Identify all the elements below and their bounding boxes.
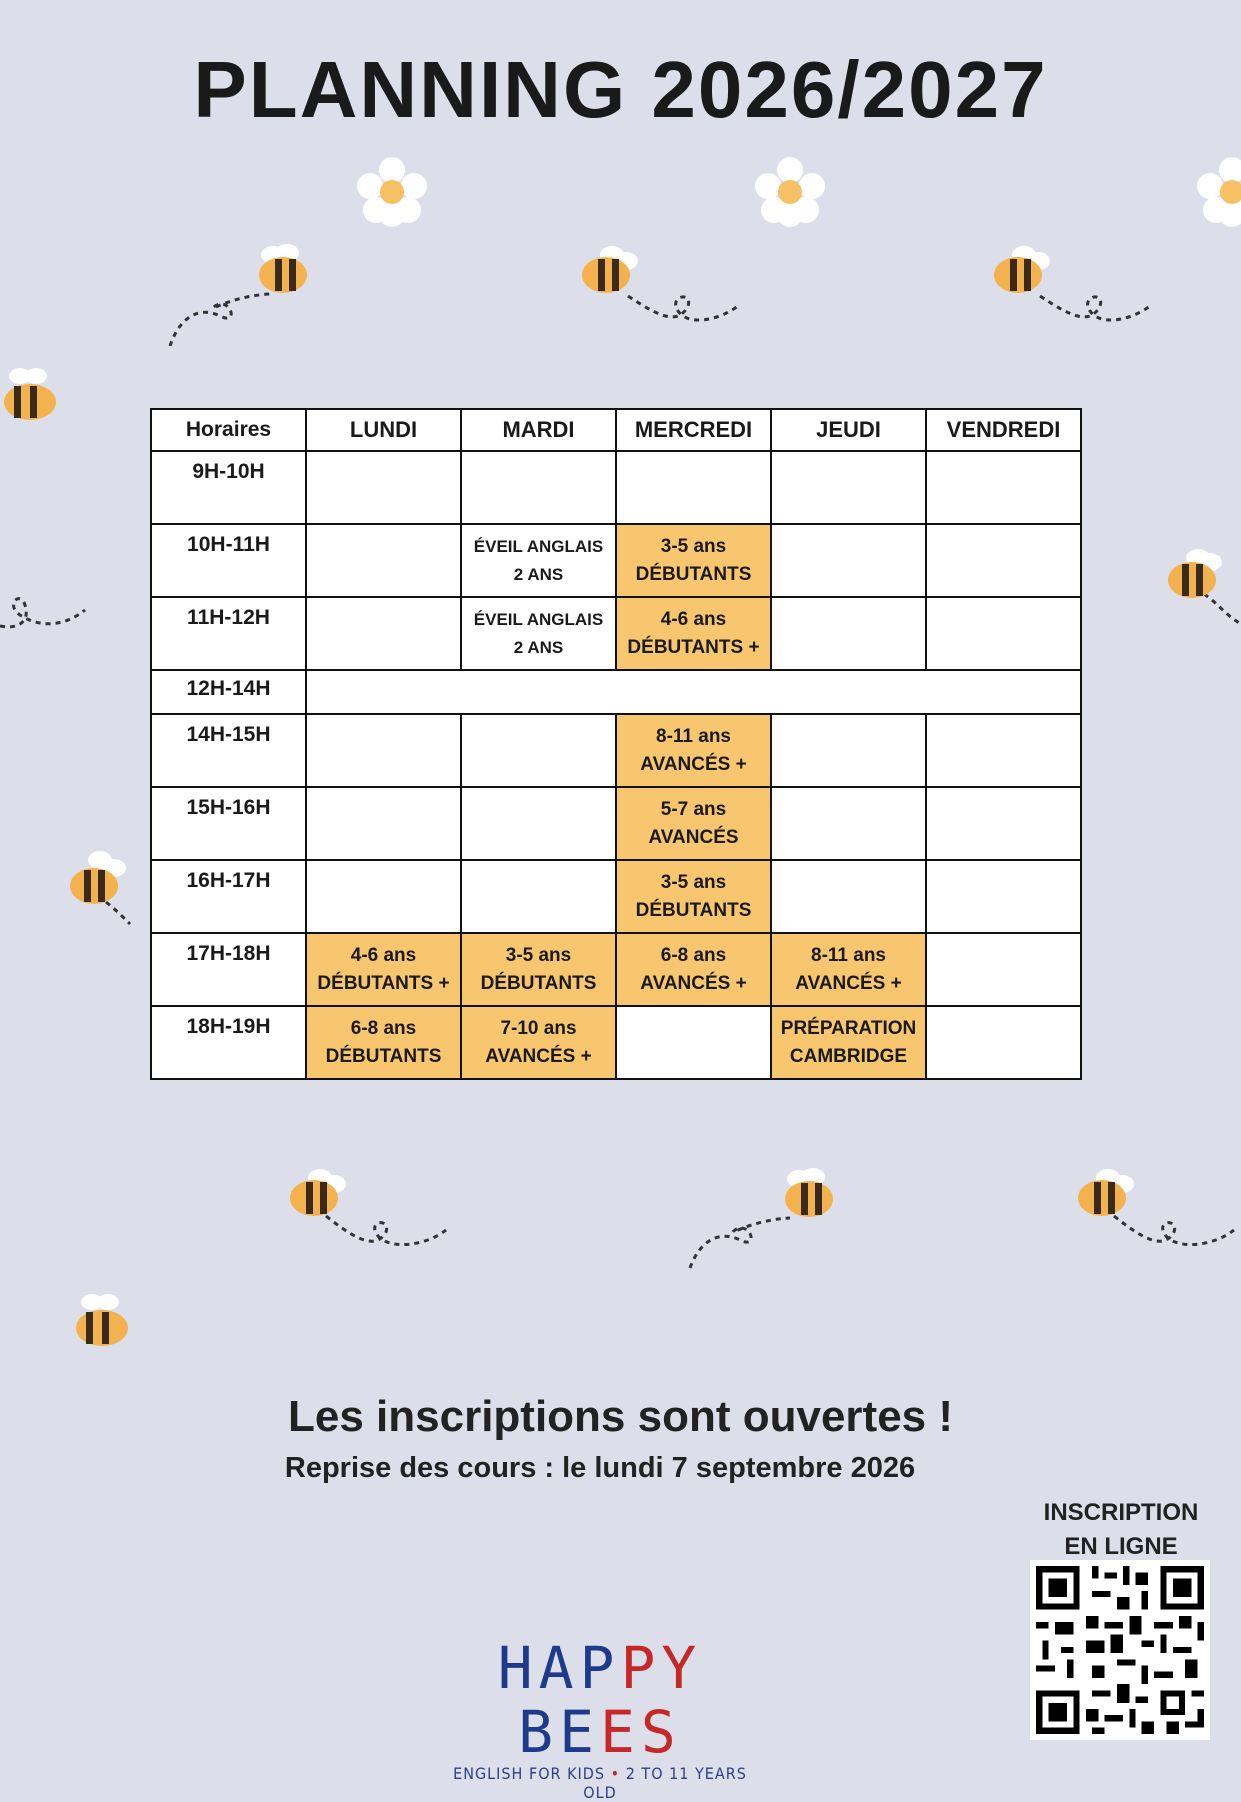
schedule-table xyxy=(150,408,1082,1080)
time-cell: 17H-18H xyxy=(151,933,306,1006)
bee-icon xyxy=(286,1160,456,1260)
announcement-subline: Reprise des cours : le lundi 7 septembre 2026 xyxy=(284,1452,916,1484)
slot-cell xyxy=(306,860,461,933)
slot-cell xyxy=(461,451,616,524)
slot-cell xyxy=(306,714,461,787)
table-row xyxy=(151,933,1081,1006)
slot-cell xyxy=(771,451,926,524)
slot-cell xyxy=(926,451,1081,524)
class-slot: 4-6 ans DÉBUTANTS + xyxy=(616,597,771,670)
class-slot: 6-8 ans DÉBUTANTS xyxy=(306,1006,461,1079)
col-header-mardi: MARDI xyxy=(461,409,616,451)
table-header-row xyxy=(151,409,1081,451)
col-header-vendredi: VENDREDI xyxy=(926,409,1081,451)
happy-bees-logo xyxy=(440,1636,760,1802)
class-slot: ÉVEIL ANGLAIS 2 ANS xyxy=(461,524,616,597)
logo-text: ES xyxy=(600,1698,682,1766)
slot-cell xyxy=(306,597,461,670)
time-cell: 18H-19H xyxy=(151,1006,306,1079)
time-cell: 14H-15H xyxy=(151,714,306,787)
flower-icon xyxy=(1196,156,1241,228)
qr-code[interactable] xyxy=(1030,1560,1210,1740)
logo-tagline xyxy=(440,1764,760,1802)
bee-icon xyxy=(578,236,748,336)
bee-icon xyxy=(686,1160,856,1270)
table-row xyxy=(151,860,1081,933)
slot-cell xyxy=(926,787,1081,860)
bee-icon xyxy=(0,364,70,426)
time-cell: 9H-10H xyxy=(151,451,306,524)
slot-cell xyxy=(926,597,1081,670)
slot-cell xyxy=(771,714,926,787)
time-cell: 10H-11H xyxy=(151,524,306,597)
slot-cell xyxy=(771,597,926,670)
page-title: PLANNING 2026/2027 xyxy=(193,45,1048,134)
tagline-separator: • xyxy=(610,1764,621,1783)
logo-wordmark xyxy=(440,1636,760,1764)
slot-cell xyxy=(926,1006,1081,1079)
slot-cell xyxy=(306,787,461,860)
col-header-jeudi: JEUDI xyxy=(771,409,926,451)
tagline-text: 2 TO 11 YEARS OLD xyxy=(583,1764,747,1802)
table-row xyxy=(151,597,1081,670)
logo-text: HAP xyxy=(497,1634,621,1702)
table-row xyxy=(151,1006,1081,1079)
time-cell: 12H-14H xyxy=(151,670,306,714)
class-slot: 7-10 ans AVANCÉS + xyxy=(461,1006,616,1079)
col-header-lundi: LUNDI xyxy=(306,409,461,451)
col-header-horaires: Horaires xyxy=(151,409,306,451)
logo-text: BE xyxy=(518,1698,600,1766)
announcement-headline: Les inscriptions sont ouvertes ! xyxy=(287,1392,954,1441)
bee-icon xyxy=(1074,1160,1241,1260)
flower-icon xyxy=(356,156,428,228)
slot-cell xyxy=(926,524,1081,597)
class-slot: 4-6 ans DÉBUTANTS + xyxy=(306,933,461,1006)
bee-icon xyxy=(990,236,1160,336)
table-row xyxy=(151,714,1081,787)
lunch-break-cell xyxy=(306,670,1081,714)
bee-icon xyxy=(72,1290,142,1352)
tagline-text: ENGLISH FOR KIDS xyxy=(453,1764,606,1783)
bee-icon xyxy=(66,846,136,926)
class-slot: 3-5 ans DÉBUTANTS xyxy=(616,524,771,597)
slot-cell xyxy=(461,787,616,860)
class-slot: PRÉPARATION CAMBRIDGE xyxy=(771,1006,926,1079)
slot-cell xyxy=(616,451,771,524)
registration-label xyxy=(1016,1496,1226,1564)
class-slot: 8-11 ans AVANCÉS + xyxy=(771,933,926,1006)
slot-cell xyxy=(306,451,461,524)
slot-cell xyxy=(771,860,926,933)
table-row xyxy=(151,787,1081,860)
class-slot: 5-7 ans AVANCÉS xyxy=(616,787,771,860)
slot-cell xyxy=(926,860,1081,933)
slot-cell xyxy=(461,860,616,933)
class-slot: 6-8 ans AVANCÉS + xyxy=(616,933,771,1006)
bee-icon xyxy=(160,236,330,346)
class-slot: 3-5 ans DÉBUTANTS xyxy=(461,933,616,1006)
slot-cell xyxy=(306,524,461,597)
slot-cell xyxy=(616,1006,771,1079)
slot-cell xyxy=(771,524,926,597)
slot-cell xyxy=(771,787,926,860)
registration-line2: EN LIGNE xyxy=(1064,1533,1178,1560)
bee-icon xyxy=(1164,544,1241,630)
class-slot: ÉVEIL ANGLAIS 2 ANS xyxy=(461,597,616,670)
bee-trail-icon xyxy=(0,590,90,640)
logo-text: PY xyxy=(620,1634,703,1702)
time-cell: 16H-17H xyxy=(151,860,306,933)
table-row xyxy=(151,524,1081,597)
slot-cell xyxy=(926,933,1081,1006)
flower-icon xyxy=(754,156,826,228)
class-slot: 3-5 ans DÉBUTANTS xyxy=(616,860,771,933)
table-row xyxy=(151,451,1081,524)
class-slot: 8-11 ans AVANCÉS + xyxy=(616,714,771,787)
slot-cell xyxy=(461,714,616,787)
table-row-lunch xyxy=(151,670,1081,714)
time-cell: 15H-16H xyxy=(151,787,306,860)
time-cell: 11H-12H xyxy=(151,597,306,670)
slot-cell xyxy=(926,714,1081,787)
registration-line1: INSCRIPTION xyxy=(1043,1499,1199,1526)
col-header-mercredi: MERCREDI xyxy=(616,409,771,451)
